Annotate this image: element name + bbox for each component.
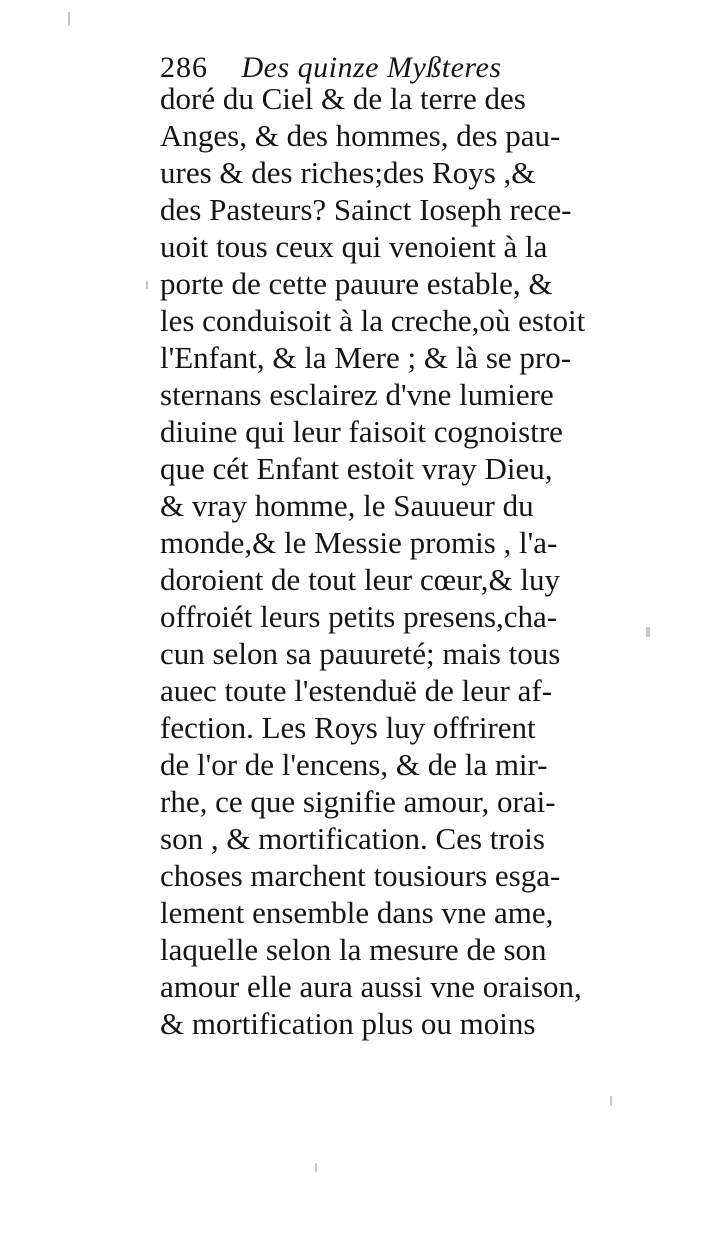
ink-speck <box>146 281 148 289</box>
ink-speck <box>646 627 650 637</box>
text-line-25: amour elle aura aussi vne oraison, <box>160 969 582 1004</box>
text-line-7: les conduisoit à la creche,où estoit <box>160 303 586 338</box>
text-line-6: porte de cette pauure estable, & <box>160 266 553 301</box>
text-line-19: de l'or de l'encens, & de la mir- <box>160 747 548 782</box>
text-line-11: que cét Enfant estoit vray Dieu, <box>160 451 553 486</box>
text-line-21: son , & mortification. Ces trois <box>160 821 545 856</box>
text-line-22: choses marchent tousiours esga- <box>160 858 561 893</box>
page-number: 286 <box>160 51 208 84</box>
ink-speck <box>68 12 70 26</box>
text-line-18: fection. Les Roys luy offrirent <box>160 710 536 745</box>
text-line-24: laquelle selon la mesure de son <box>160 932 547 967</box>
text-line-4: des Pasteurs? Sainct Ioseph rece- <box>160 192 572 227</box>
text-line-15: offroiét leurs petits presens,cha- <box>160 599 558 634</box>
text-line-9: sternans esclairez d'vne lumiere <box>160 377 554 412</box>
text-line-10: diuine qui leur faisoit cognoistre <box>160 414 563 449</box>
text-line-20: rhe, ce que signifie amour, orai- <box>160 784 556 819</box>
text-line-23: lement ensemble dans vne ame, <box>160 895 554 930</box>
text-line-26: & mortification plus ou moins <box>160 1006 536 1041</box>
running-title: Des quinze Myßteres <box>241 51 502 84</box>
text-line-5: uoit tous ceux qui venoient à la <box>160 229 548 264</box>
text-line-17: auec toute l'estenduë de leur af- <box>160 673 553 708</box>
text-line-8: l'Enfant, & la Mere ; & là se pro- <box>160 340 572 375</box>
ink-speck <box>315 1163 317 1172</box>
text-line-12: & vray homme, le Sauueur du <box>160 488 534 523</box>
text-line-13: monde,& le Messie promis , l'a- <box>160 525 558 560</box>
text-line-16: cun selon sa pauureté; mais tous <box>160 636 561 671</box>
text-line-3: ures & des riches;des Roys ,& <box>160 155 536 190</box>
text-line-1: doré du Ciel & de la terre des <box>160 81 526 116</box>
text-line-2: Anges, & des hommes, des pau- <box>160 118 561 153</box>
text-line-14: doroient de tout leur cœur,& luy <box>160 562 560 597</box>
ink-speck <box>610 1096 612 1106</box>
